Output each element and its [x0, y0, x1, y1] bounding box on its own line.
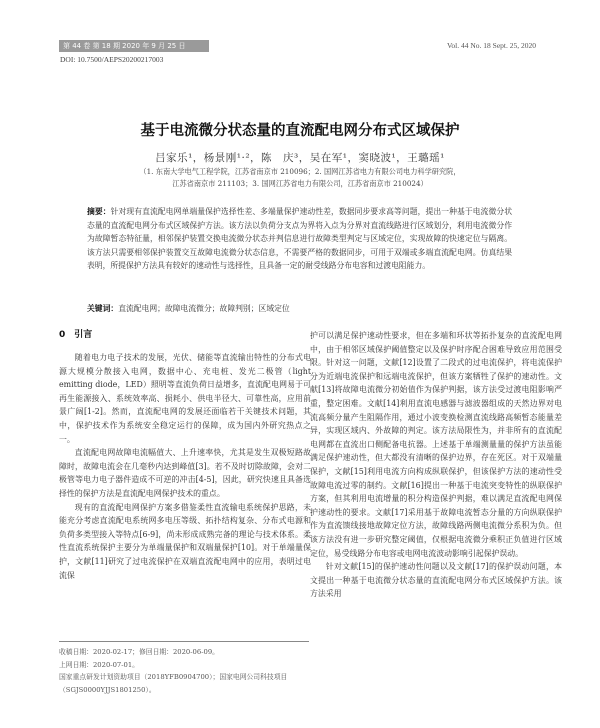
section-heading-introduction: 0 引言: [59, 330, 93, 340]
abstract-text: 针对现有直流配电网单端量保护选择性差、多端量保护速动性差，数据同步要求高等问题，提出一种基于电流微分状态量的直流配电网分布式区域保护方法。该方法以负荷分支点为界将入点为分界对直流线路进行区域划分，利用电流微分作为故障暂态特征量，相邻保护装置交换电流微分状态并判信息进行故障类型判定与区域定位，实现故障的快速定位与隔离。该方法只需要相邻保护装置交互故障电流微分状态信息，不需要严格的数据同步，可用于双端或多端直流配电网。仿真结果表明，所提保护方法具有较好的速动性与选择性，且具备一定的耐受线路分布电容和过渡电阻能力。: [87, 207, 513, 271]
journal-issue-text: 第 44 卷 第 18 期 2020 年 9 月 25 日: [63, 42, 186, 50]
paper-title: 基于电流微分状态量的直流配电网分布式区域保护: [140, 123, 460, 139]
author-list: 吕家乐¹，杨景刚¹·²，陈 庆³，吴在军¹，窦晓波¹，王璐瑶¹: [155, 152, 445, 164]
journal-issue-badge: [59, 40, 209, 52]
affiliation-line-1: （1. 东南大学电气工程学院，江苏省南京市 210096；2. 国网江苏省电力有限公司电力科学研究院，: [139, 167, 461, 176]
affiliation-line-2: 江苏省南京市 211103；3. 国网江苏省电力有限公司，江苏省南京市 210024）: [172, 179, 428, 188]
intro-paragraph: 随着电力电子技术的发展，光伏、储能等直流输出特性的分布式电源大规模分散接入电网，数据中心、充电桩、发光二极管（light emitting diode，LED）照明等直流负荷日益增多，直流配电网易于可再生能源接入、系统效率高、损耗小、供电半径大、可靠性高，应用前景广阔[1-2]。然而，直流配电网的发展还面临若干关键技术问题，其中，保护技术作为系统安全稳定运行的保障，成为国内外研究热点之一。: [59, 353, 311, 444]
intro-paragraph-continued: 护可以满足保护速动性要求，但在多端和环状等拓扑复杂的直流配电网中，由于相邻区域保护阈值整定以及保护时序配合困难导致应用范围受限。针对这一问题，文献[12]设置了二段式的过电流保护，将电流保护分为近端电流保护和远端电流保护，但该方案牺牲了保护的速动性。文献[13]将故障电流微分初始值作为保护判据，该方法受过渡电阻影响严重，整定困难。文献[14]利用直流电感器与滤波器组成的天然边界对电流高频分量产生阻隔作用，通过小波变换检测直流线路高频暂态能量差异，实现区域内、外故障的判定。该方法局限性为，并非所有的直流配电网都在直流出口侧配备电抗器。上述基于单端测量量的保护方法虽能满足保护速动性，但大都没有清晰的保护边界，存在死区。对于双端量保护，文献[15]利用电流方向构成纵联保护，但该保护方法的速动性受故障电流过零的制约。文献[16]提出一种基于电流突变特性的纵联保护方案，但其利用电流增量的积分构造保护判据，难以满足直流配电网保护速动性的要求。文献[17]采用基于故障电流暂态分量的方向纵联保护作为直流馈线接地故障定位方法，故障线路两侧电流微分系积为负。但该方法没有进一步研究整定阈值，仅根据电流微分乘积正负值进行区域定位，易受线路分布电容或电网电流波动影响引起保护误动。: [310, 331, 562, 558]
funding-note: 国家重点研发计划资助项目（2018YFB0904700）；国家电网公司科技项目（SGJS0000YJJS1801250）。: [59, 673, 288, 694]
intro-paragraph: 针对文献[15]的保护速动性问题以及文献[17]的保护误动问题，本文提出一种基于电流微分状态量的直流配电网分布式区域保护方法。该方法采用: [310, 562, 562, 599]
footnotes: [59, 641, 309, 696]
keywords-text: 直流配电网；故障电流微分；故障判别；区域定位: [118, 304, 290, 313]
keywords: [87, 303, 512, 314]
online-date: 上网日期：2020-07-01。: [59, 660, 139, 669]
right-column: [310, 329, 562, 601]
keywords-label: 关键词：: [87, 304, 119, 313]
left-column: [59, 329, 311, 582]
intro-paragraph: 现有的直流配电网保护方案多借鉴柔性直流输电系统保护思路，未能充分考虑直流配电系统网多电压等级、拓扑结构复杂、分布式电源和负荷多类型接入等特点[6-9]，尚未形成成熟完备的理论与技术体系。柔性直流系统保护主要分为单端量保护和双端量保护[10]。对于单端量保护，文献[11]研究了过电流保护在双端直流配电网中的应用，表明过电流保: [59, 502, 311, 580]
received-date: 收稿日期：2020-02-17；修回日期：2020-06-09。: [59, 648, 219, 656]
intro-paragraph: 直流配电网故障电流幅值大、上升速率快，尤其是发生双极短路故障时，故障电流会在几毫秒内达到峰值[3]。若不及时切除故障，会对二极管等电力电子器件造成不可逆的冲击[4-5]，因此，研究快速且具备选择性的保护方法是直流配电网保护技术的重点。: [59, 448, 311, 498]
abstract: [87, 205, 512, 273]
abstract-label: 摘要：: [87, 207, 111, 216]
volume-info: Vol. 44 No. 18 Sept. 25, 2020: [446, 41, 536, 50]
doi-link[interactable]: DOI: 10.7500/AEPS20200217003: [60, 55, 164, 64]
